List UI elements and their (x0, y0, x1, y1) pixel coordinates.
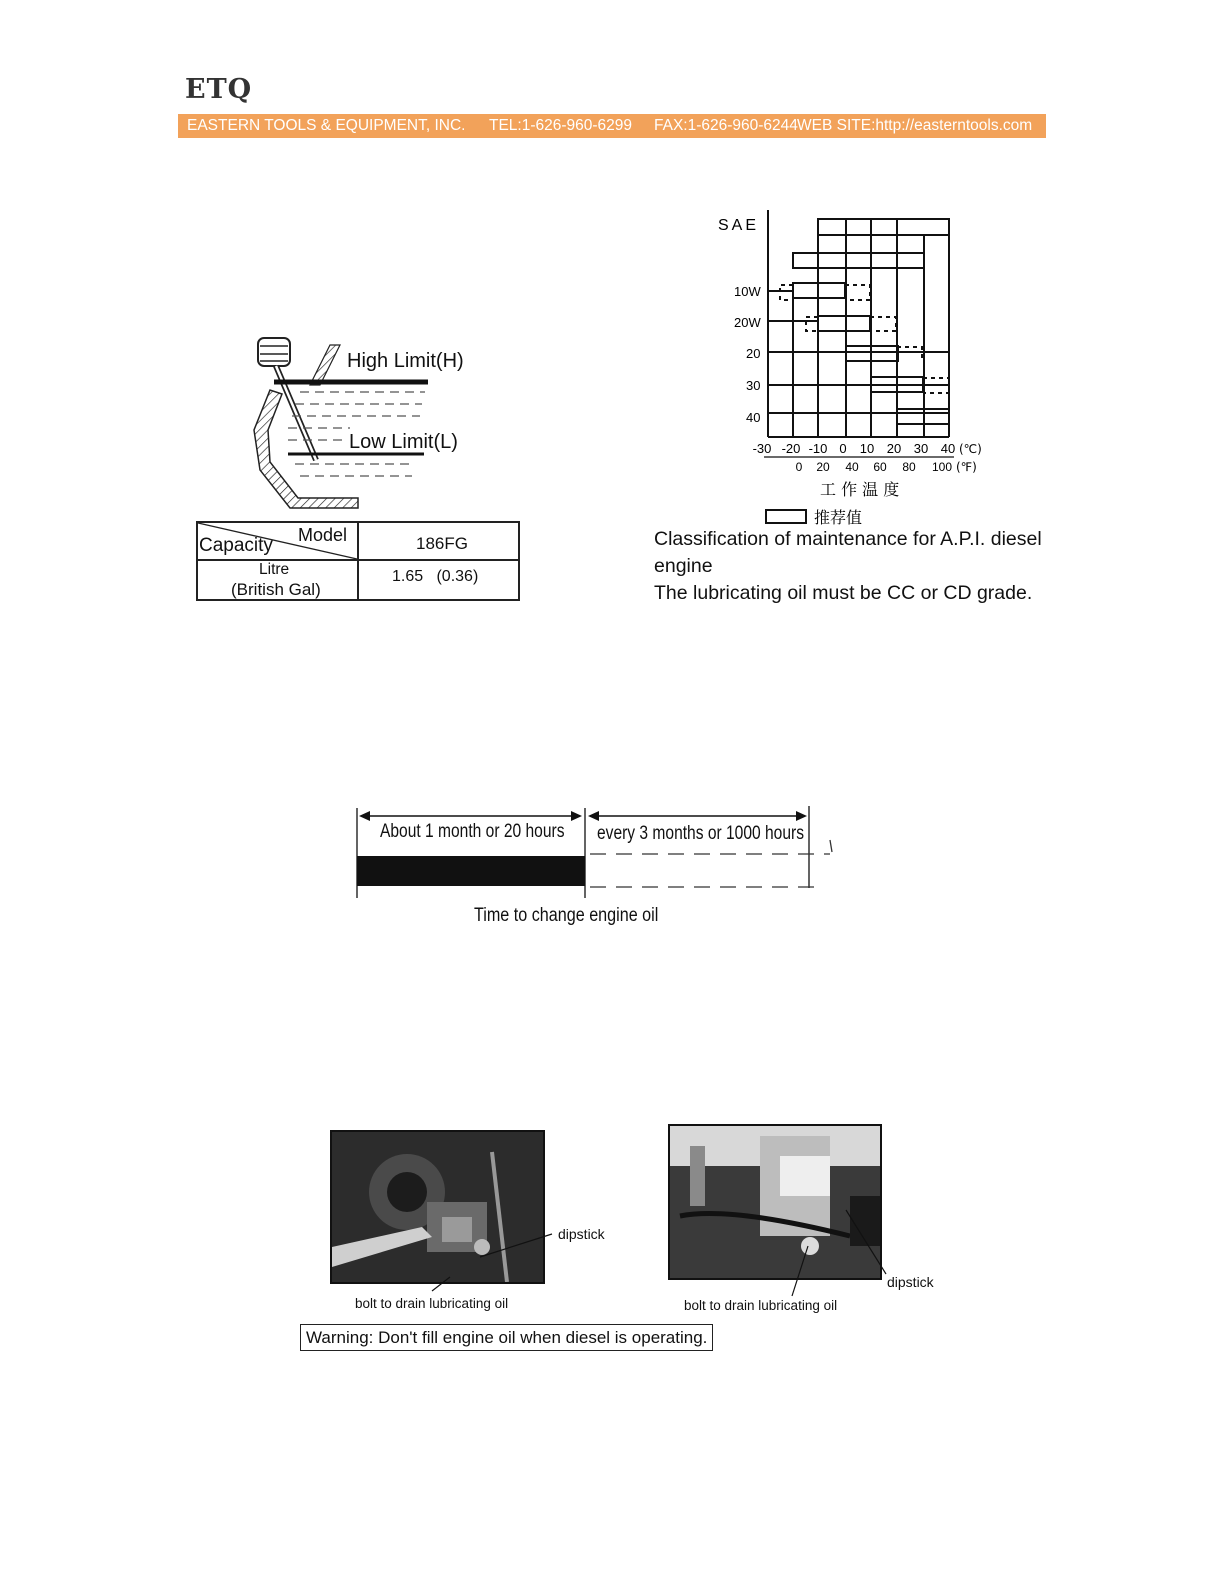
sae-chart (710, 205, 1000, 525)
timeline-caption: Time to change engine oil (474, 905, 659, 926)
telephone: TEL:1-626-960-6299 (489, 117, 633, 134)
f-tick: 80 (902, 460, 916, 474)
model-value: 186FG (416, 534, 468, 553)
capacity-table (196, 521, 520, 601)
left-bolt-label: bolt to drain lubricating oil (355, 1296, 509, 1311)
f-tick: 0 (795, 460, 803, 474)
header-capacity: Capacity (199, 535, 273, 556)
x-axis-title: 工 作 温 度 (820, 480, 900, 499)
legend-label: 推荐值 (814, 508, 863, 525)
website: WEB SITE:http://easterntools.com (797, 117, 1033, 134)
f-unit: (℉) (956, 460, 977, 474)
low-limit-label: Low Limit(L) (349, 431, 458, 453)
etq-logo: ETQ (185, 74, 253, 105)
f-tick: 60 (873, 460, 887, 474)
company-name: EASTERN TOOLS & EQUIPMENT, INC. (187, 117, 466, 134)
company-banner (178, 114, 1046, 138)
classification-note (654, 526, 1094, 607)
y-label-20w: 20W (734, 315, 761, 330)
classification-line: Classification of maintenance for A.P.I. diesel engine (654, 528, 1042, 577)
c-tick: -30 (752, 441, 772, 456)
c-tick: 30 (913, 441, 929, 456)
sae-title: SAE (718, 217, 760, 234)
f-tick: 20 (816, 460, 830, 474)
right-callouts (780, 1190, 900, 1300)
header-model: Model (298, 525, 348, 545)
legend-swatch (766, 510, 806, 523)
right-dipstick-label: dipstick (887, 1274, 934, 1290)
c-tick: 0 (839, 441, 847, 456)
high-limit-label: High Limit(H) (347, 350, 464, 372)
second-interval-label: every 3 months or 1000 hours (597, 823, 804, 844)
c-tick: 20 (886, 441, 902, 456)
row-value: 1.65 (0.36) (392, 568, 479, 585)
c-unit: (℃) (959, 442, 982, 456)
row-label-gal: (British Gal) (231, 580, 321, 599)
oil-change-timeline (350, 800, 870, 910)
f-tick: 100 (931, 460, 953, 474)
right-bolt-label: bolt to drain lubricating oil (684, 1298, 838, 1313)
c-tick: 10 (859, 441, 875, 456)
y-label-10w: 10W (734, 284, 761, 299)
c-tick: 40 (940, 441, 956, 456)
first-interval-label: About 1 month or 20 hours (380, 821, 565, 842)
y-label-20: 20 (746, 346, 761, 361)
left-dipstick-label: dipstick (558, 1226, 605, 1242)
c-tick: -10 (808, 441, 828, 456)
f-tick: 40 (845, 460, 859, 474)
c-tick: -20 (781, 441, 801, 456)
grade-line: The lubricating oil must be CC or CD grade. (654, 582, 1033, 604)
fax: FAX:1-626-960-6244 (654, 117, 798, 134)
left-callouts (420, 1225, 560, 1295)
y-label-40: 40 (746, 410, 761, 425)
operation-warning: Warning: Don't fill engine oil when diesel is operating. (300, 1324, 713, 1351)
row-label-litre: Litre (259, 561, 290, 578)
y-label-30: 30 (746, 378, 761, 393)
